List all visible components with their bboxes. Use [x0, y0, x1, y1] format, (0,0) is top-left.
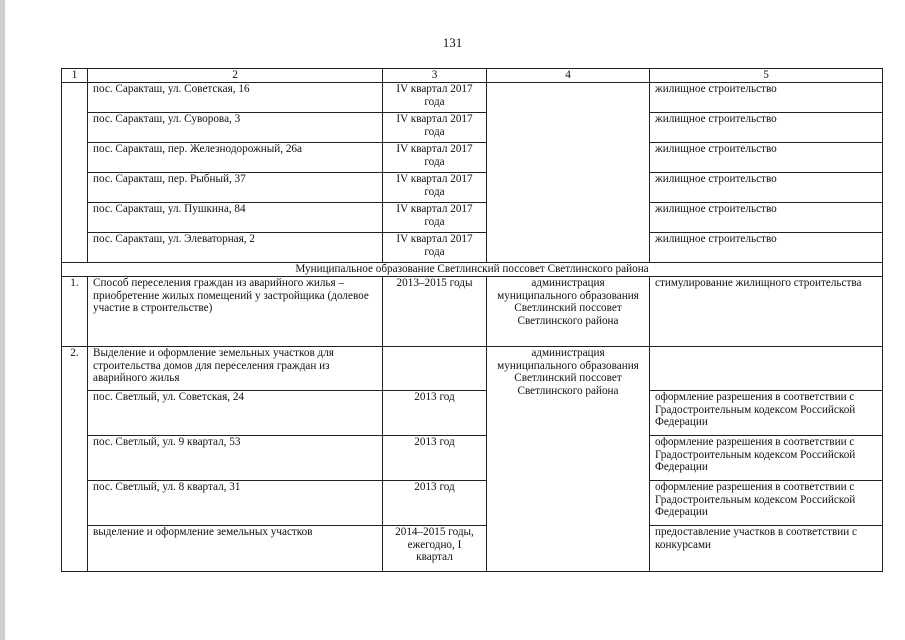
place-cell: выделение и оформление земельных участков — [88, 525, 383, 571]
date-cell: IV квартал 2017 года — [383, 172, 487, 202]
purpose-cell: жилищное строительство — [650, 172, 883, 202]
document-table — [61, 68, 883, 572]
place-cell: пос. Светлый, ул. 9 квартал, 53 — [88, 435, 383, 480]
header-cell: 1 — [62, 69, 88, 83]
date-cell: IV квартал 2017 года — [383, 232, 487, 262]
place-cell: пос. Светлый, ул. 8 квартал, 31 — [88, 480, 383, 525]
table-row — [62, 390, 883, 435]
purpose-cell: предоставление участков в соответствии с конкурсами — [650, 525, 883, 571]
date-cell: 2013 год — [383, 390, 487, 435]
header-cell: 5 — [650, 69, 883, 83]
date-cell — [383, 346, 487, 390]
date-cell: 2013 год — [383, 480, 487, 525]
date-cell: IV квартал 2017 года — [383, 82, 487, 112]
purpose-cell: оформление разрешения в соответствии с Градостроительным кодексом Российской Федерации — [650, 480, 883, 525]
date-cell: 2013 год — [383, 435, 487, 480]
header-cell: 4 — [487, 69, 650, 83]
responsible-cell: администрация муниципального образования Светлинский поссовет Светлинского района — [487, 276, 650, 346]
number-cell: 1. — [62, 276, 88, 346]
purpose-cell: жилищное строительство — [650, 142, 883, 172]
date-cell: 2014–2015 годы, ежегодно, I квартал — [383, 525, 487, 571]
date-cell: IV квартал 2017 года — [383, 112, 487, 142]
page-number: 131 — [442, 35, 463, 50]
purpose-cell: стимулирование жилищного строительства — [650, 276, 883, 346]
table-row — [62, 202, 883, 232]
place-cell: пос. Светлый, ул. Советская, 24 — [88, 390, 383, 435]
place-cell: пос. Саракташ, ул. Элеваторная, 2 — [88, 232, 383, 262]
section-title: Муниципальное образование Светлинский поссовет Светлинского района — [62, 262, 883, 276]
number-cell: 2. — [62, 346, 88, 571]
purpose-cell: жилищное строительство — [650, 82, 883, 112]
place-cell: пос. Саракташ, пер. Железнодорожный, 26а — [88, 142, 383, 172]
header-cell: 3 — [383, 69, 487, 83]
table-row — [62, 525, 883, 571]
section-row — [62, 262, 883, 276]
purpose-cell: жилищное строительство — [650, 202, 883, 232]
responsible-cell — [487, 82, 650, 262]
header-row — [62, 69, 883, 83]
place-cell: пос. Саракташ, ул. Пушкина, 84 — [88, 202, 383, 232]
table-row — [62, 276, 883, 346]
number-cell — [62, 82, 88, 262]
table-row — [62, 435, 883, 480]
purpose-cell: жилищное строительство — [650, 232, 883, 262]
table-row — [62, 112, 883, 142]
table-row — [62, 142, 883, 172]
place-cell: пос. Саракташ, ул. Советская, 16 — [88, 82, 383, 112]
table-row — [62, 232, 883, 262]
responsible-cell: администрация муниципального образования Светлинский поссовет Светлинского района — [487, 346, 650, 571]
header-cell: 2 — [88, 69, 383, 83]
table-row — [62, 480, 883, 525]
table-row — [62, 172, 883, 202]
measure-cell: Выделение и оформление земельных участков для строительства домов для переселения граждан из аварийного жилья — [88, 346, 383, 390]
purpose-cell — [650, 346, 883, 390]
purpose-cell: оформление разрешения в соответствии с Градостроительным кодексом Российской Федерации — [650, 390, 883, 435]
measure-cell: Способ переселения граждан из аварийного жилья – приобретение жилых помещений у застройщика (долевое участие в строительстве) — [88, 276, 383, 346]
scan-edge — [0, 0, 5, 640]
purpose-cell: жилищное строительство — [650, 112, 883, 142]
table-row — [62, 82, 883, 112]
table-row — [62, 346, 883, 390]
date-cell: IV квартал 2017 года — [383, 202, 487, 232]
date-cell: 2013–2015 годы — [383, 276, 487, 346]
place-cell: пос. Саракташ, ул. Суворова, 3 — [88, 112, 383, 142]
date-cell: IV квартал 2017 года — [383, 142, 487, 172]
place-cell: пос. Саракташ, пер. Рыбный, 37 — [88, 172, 383, 202]
purpose-cell: оформление разрешения в соответствии с Градостроительным кодексом Российской Федерации — [650, 435, 883, 480]
